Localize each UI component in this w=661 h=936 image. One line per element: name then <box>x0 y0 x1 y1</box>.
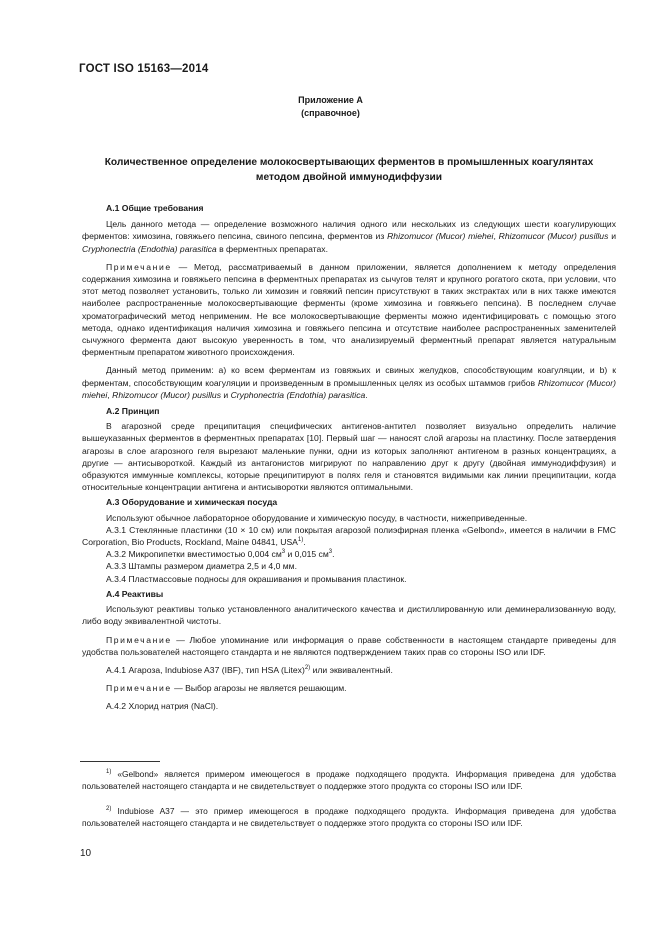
page-number: 10 <box>80 848 92 859</box>
section-heading-a1: А.1 Общие требования <box>106 203 204 213</box>
appendix-kind: (справочное) <box>301 108 360 118</box>
footnote-1: $^{1)}$ «Gelbond» является примером имеющегося в продаже подходящего продукта. Информация приведена для удобства пользователей настоящего стандарта и не свидетельствует о поддержке этого продукта со стороны ISO или IDF. <box>82 769 616 791</box>
a1-paragraph-1: Цель данного метода — определение возможного наличия одного или нескольких из следующих шести коагулирующих ферментов: химозина, говяжьего пепсина, свиного пепсина, ферментов из Rhizomucor (Mucor) miehei, Rhizomucor (Mucor) pusillus и Cryphonectria (Endothia) parasitica в ферментных препаратах. <box>82 219 616 254</box>
document-title <box>79 155 619 185</box>
a1-paragraph-2: Данный метод применим: а) ко всем ферментам из говяжьих и свиных желудков, способствующим коагуляции, и b) к ферментам, способствующим коагуляции и произведенным в промышленных целях из особых штаммов грибов Rhizomucor (Mucor) miehei, Rhizomucor (Mucor) pusillus и Cryphonectria (Endothia) parasitica. <box>82 365 616 400</box>
a4-item-2: А.4.2 Хлорид натрия (NaCl). <box>106 701 219 712</box>
standard-header: ГОСТ ISO 15163—2014 <box>79 63 209 75</box>
a3-item-2: А.3.2 Микропипетки вместимостью 0,004 $см^3$ и 0,015 $см^3$. <box>106 549 335 560</box>
title-line-1: Количественное определение молокосвертывающих ферментов в промышленных коагулянтах <box>104 157 594 168</box>
a4-intro: Используют реактивы только установленного аналитического качества и дистиллированную или деминерализованную воду, либо воду эквивалентной чистоты. <box>82 604 616 627</box>
a2-paragraph: В агарозной среде преципитация специфических антигенов-антител позволяет визуально определить наличие вышеуказанных ферментов в ферментных препаратах [10]. Первый шаг — наносят слой агарозы на пластинку. После затвердения агарозы в слое агарозного геля вырезают маленькие пунки, одни из которых заполняют антигеном в разных концентрациях, а другие — антисывороткой. Каждый из антагонистов мигрируют по направлению друг к другу (двойная иммунодиффузия) и образуются иммунные комплексы, которые преципитируют в полях геля и становятся видимыми как линии преципитации, когда относительные концентрации антигена и антисыворотки являются оптимальными. <box>82 421 616 493</box>
a4-item-1: А.4.1 Агароза, Indubiose A37 (IBF), тип HSA (Litex)$^{2)}$ или эквивалентный. <box>106 664 393 675</box>
note-label: Примечание <box>106 634 172 645</box>
section-heading-a4: А.4 Реактивы <box>106 588 164 599</box>
a3-item-3: А.3.3 Штампы размером диаметра 2,5 и 4,0 мм. <box>106 561 297 572</box>
note-label: Примечание <box>106 261 172 272</box>
main-body <box>82 202 616 713</box>
section-heading-a2: А.2 Принцип <box>106 406 160 417</box>
a3-item-4: А.3.4 Пластмассовые подносы для окрашивания и промывания пластинок. <box>106 573 407 584</box>
a3-item-1: А.3.1 Стеклянные пластинки (10 × 10 см) или покрытая агарозой полиэфирная пленка «Gelbond», имеется в наличии в FMC Corporation, Bio Products, Rockland, Maine 04841, USA$^{1)}$. <box>82 524 616 548</box>
section-heading-a3: А.3 Оборудование и химическая посуда <box>106 497 278 508</box>
a4-note-1: Примечание — Любое упоминание или информация о праве собственности в настоящем стандарте приведены для удобства пользователей настоящего стандарта и не являются подтверждением таких прав со стороны ISO или IDF. <box>82 634 616 657</box>
footnote-2: $^{2)}$ Indubiose A37 — это пример имеющегося в продаже подходящего продукта. Информация приведена для удобства пользователей настоящего стандарта и не свидетельствует о поддержке этого продукта со стороны ISO или IDF. <box>82 806 616 828</box>
a1-note: Примечание — Метод, рассматриваемый в данном приложении, является дополнением к методу определения содержания химозина и говяжьего пепсина в ферментных препаратах из сычугов телят и крупного рогатого скота, при условии, что этот метод позволяет установить, только ли химозин и говяжий пепсин присутствуют в таких экстрактах или в них также имеются наиболее распространенные молокосвертывающие ферменты (кроме химозина и говяжьего пепсина). В последнем случае хроматографический метод неприменим. Не все молокосвертывающие ферменты можно идентифицировать с помощью этого метода, однако идентификация наличия химозина и говяжьего пепсина и отсутствие наиболее распространенных заменителей сычужного фермента дают высокую уверенность в том, что анализируемый ферментный препарат является натуральным ферментным препаратом животного происхождения. <box>82 261 616 358</box>
footnote-separator <box>80 761 160 762</box>
a4-note-2: Примечание — Выбор агарозы не является решающим. <box>106 683 347 694</box>
title-line-2: методом двойной иммунодиффузии <box>255 172 443 183</box>
appendix-label: Приложение А <box>298 95 363 105</box>
note-label: Примечание <box>106 683 172 694</box>
a3-intro: Используют обычное лабораторное оборудование и химическую посуду, в частности, нижеприведенные. <box>106 512 528 523</box>
